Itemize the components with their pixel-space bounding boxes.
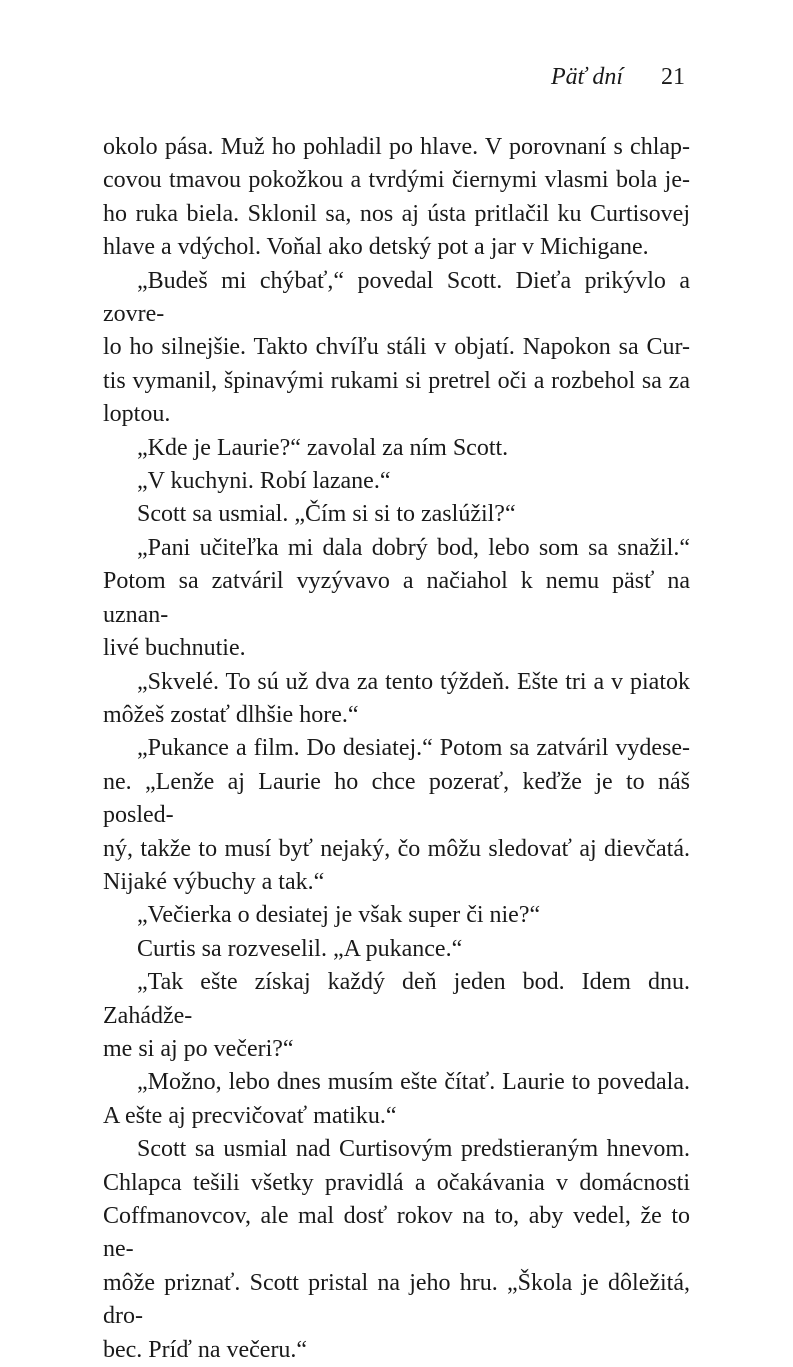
text-line: Potom sa zatváril vyzývavo a načiahol k nemu päsť na uznan-	[103, 568, 690, 628]
text-line: covou tmavou pokožkou a tvrdými čiernymi vlasmi bola je-	[103, 167, 690, 194]
text-line: „Možno, lebo dnes musím ešte čítať. Laurie to povedala.	[137, 1069, 690, 1096]
text-line: livé buchnutie.	[103, 635, 246, 662]
text-line: A ešte aj precvičovať matiku.“	[103, 1102, 397, 1129]
text-line: „V kuchyni. Robí lazane.“	[137, 468, 391, 495]
page-number: 21	[661, 64, 685, 90]
text-line: môže priznať. Scott pristal na jeho hru. „Škola je dôležitá, dro-	[103, 1269, 690, 1330]
text-line: Scott sa usmial nad Curtisovým predstieraným hnevom.	[137, 1136, 690, 1163]
text-line: „Pukance a film. Do desiatej.“ Potom sa zatváril vydese-	[137, 735, 690, 762]
text-line: Nijaké výbuchy a tak.“	[103, 868, 325, 895]
chapter-title: Päť dní	[550, 64, 623, 90]
running-header	[551, 62, 685, 92]
text-line: „Skvelé. To sú už dva za tento týždeň. Ešte tri a v piatok	[137, 668, 690, 695]
text-line: Curtis sa rozveselil. „A pukance.“	[137, 935, 463, 962]
text-line: okolo pása. Muž ho pohladil po hlave. V porovnaní s chlap-	[103, 134, 690, 160]
body-text	[103, 131, 690, 1367]
text-line: Coffmanovcov, ale mal dosť rokov na to, aby vedel, že to ne-	[103, 1203, 690, 1263]
text-line: bec. Príď na večeru.“	[103, 1336, 308, 1363]
text-line: môžeš zostať dlhšie hore.“	[103, 701, 359, 728]
text-line: loptou.	[103, 401, 171, 428]
text-line: hlave a vdýchol. Voňal ako detský pot a jar v Michigane.	[103, 234, 649, 261]
text-line: „Kde je Laurie?“ zavolal za ním Scott.	[137, 434, 509, 461]
text-line: ne. „Lenže aj Laurie ho chce pozerať, keďže je to náš posled-	[103, 768, 690, 829]
text-line: „Tak ešte získaj každý deň jeden bod. Idem dnu. Zahádže-	[103, 969, 690, 1029]
text-line: me si aj po večeri?“	[103, 1035, 294, 1062]
text-line: ný, takže to musí byť nejaký, čo môžu sledovať aj dievčatá.	[103, 835, 690, 862]
text-line: Scott sa usmial. „Čím si si to zaslúžil?“	[137, 501, 516, 528]
text-line: „Pani učiteľka mi dala dobrý bod, lebo som sa snažil.“	[137, 534, 690, 561]
text-line: ho ruka biela. Sklonil sa, nos aj ústa pritlačil ku Curtisovej	[103, 200, 690, 227]
text-line: „Večierka o desiatej je však super či nie?“	[137, 902, 541, 929]
text-line: Chlapca tešili všetky pravidlá a očakávania v domácnosti	[103, 1169, 690, 1196]
text-line: tis vymanil, špinavými rukami si pretrel oči a rozbehol sa za	[103, 367, 690, 394]
text-line: lo ho silnejšie. Takto chvíľu stáli v objatí. Napokon sa Cur-	[103, 334, 690, 361]
text-line: „Budeš mi chýbať,“ povedal Scott. Dieťa prikývlo a zovre-	[103, 267, 690, 328]
